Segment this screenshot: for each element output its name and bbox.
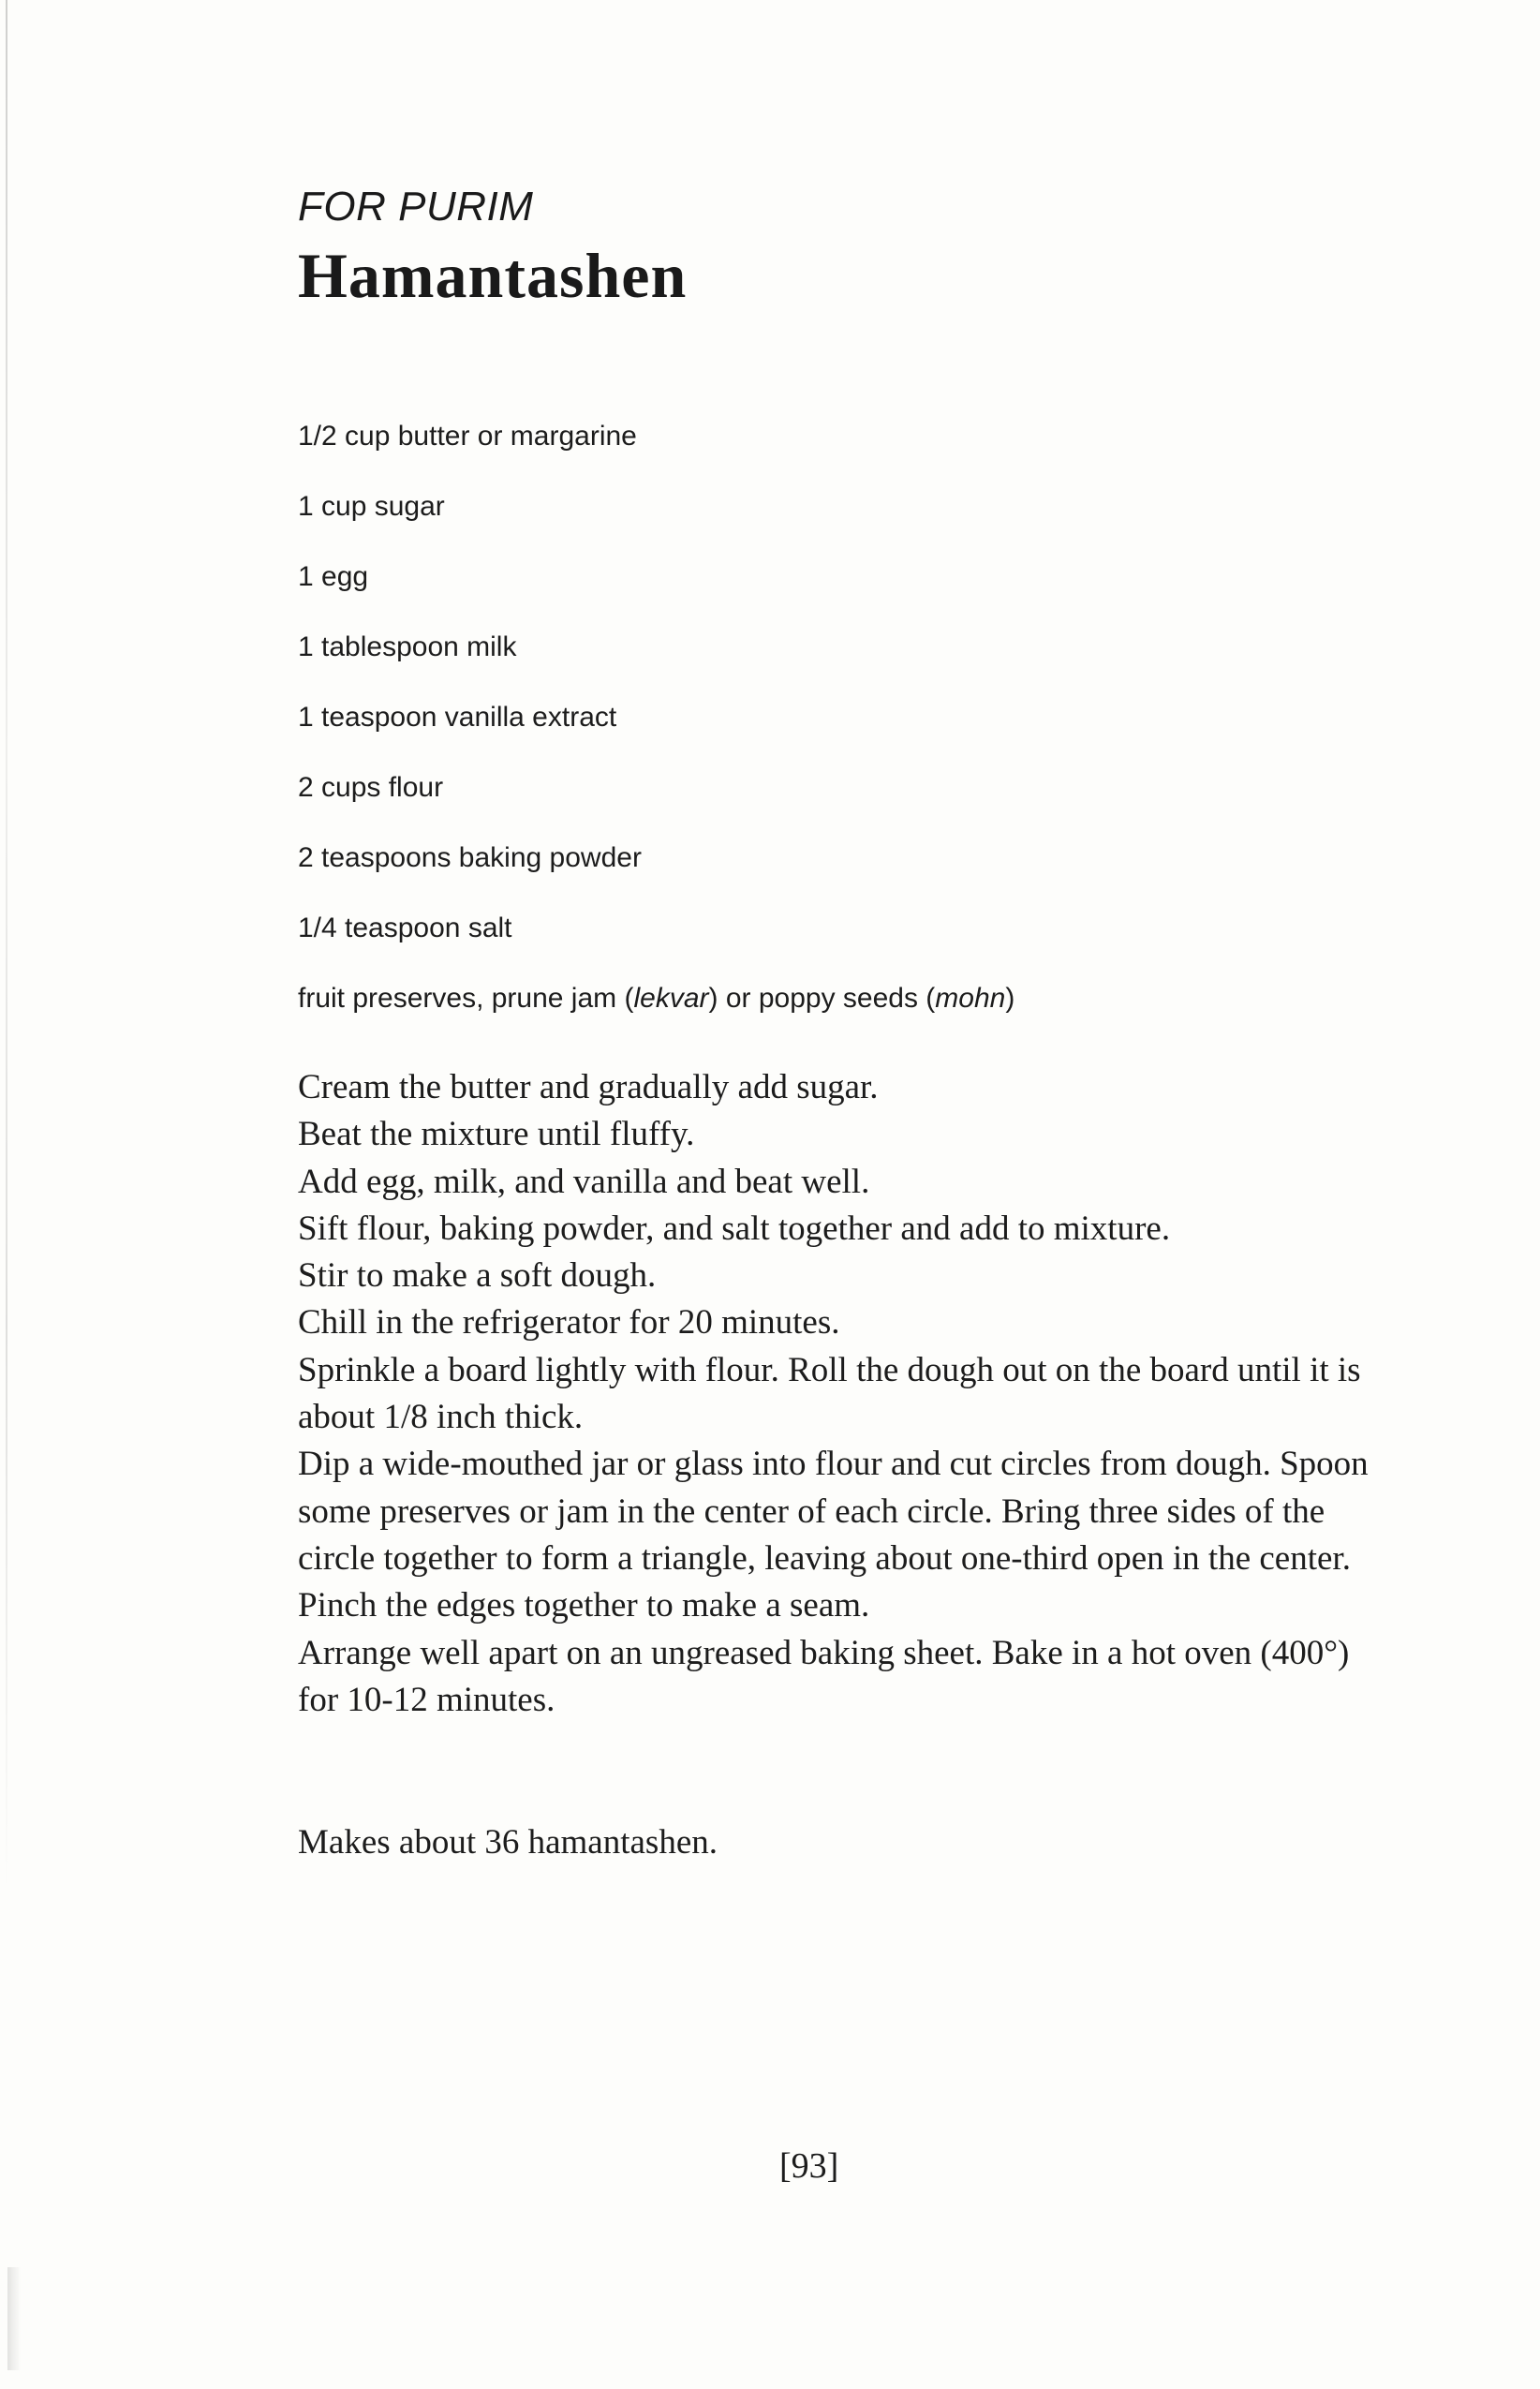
instruction-step: Sprinkle a board lightly with flour. Roll the dough out on the board until it is about 1/8 inch thick. xyxy=(298,1350,1361,1437)
filling-text: ) or poppy seeds ( xyxy=(708,983,936,1014)
ingredient-item: 1 egg xyxy=(298,561,369,592)
ingredient-list xyxy=(298,418,1014,1050)
scan-corner-shadow xyxy=(7,2267,21,2370)
ingredient-item: 1/2 cup butter or margarine xyxy=(298,421,637,452)
instruction-step: Cream the butter and gradually add sugar. xyxy=(298,1068,879,1106)
filling-text: fruit preserves, prune jam ( xyxy=(298,983,634,1014)
page-number: [93] xyxy=(779,2146,839,2186)
ingredient-item: 1 teaspoon vanilla extract xyxy=(298,702,617,733)
ingredient-item: 1 tablespoon milk xyxy=(298,631,517,662)
ingredient-item: 1/4 teaspoon salt xyxy=(298,913,512,943)
filling-mohn: mohn xyxy=(935,983,1006,1014)
instruction-step: Arrange well apart on an ungreased baking sheet. Bake in a hot oven (400°) for 10-12 minutes. xyxy=(298,1633,1350,1719)
recipe-title: Hamantashen xyxy=(298,240,688,311)
ingredient-item-filling xyxy=(298,980,1014,1050)
scan-binding-edge xyxy=(6,0,7,1892)
recipe-yield: Makes about 36 hamantashen. xyxy=(298,1823,718,1862)
instruction-step: Stir to make a soft dough. xyxy=(298,1256,657,1296)
ingredient-item: 1 cup sugar xyxy=(298,491,445,522)
ingredient-item: 2 cups flour xyxy=(298,772,444,803)
instruction-step: Chill in the refrigerator for 20 minutes. xyxy=(298,1303,840,1343)
ingredient-item: 2 teaspoons baking powder xyxy=(298,842,642,873)
instruction-step: Beat the mixture until fluffy. xyxy=(298,1115,695,1154)
section-kicker: FOR PURIM xyxy=(298,184,534,230)
instruction-step: Dip a wide-mouthed jar or glass into flour and cut circles from dough. Spoon some preserves or jam in the center of each circle. Bring three sides of the circle together to form a triangle, leaving about one-third open in the center. Pinch the edges together to make a seam. xyxy=(298,1445,1369,1625)
instruction-step: Add egg, milk, and vanilla and beat well. xyxy=(298,1162,870,1201)
filling-text: ) xyxy=(1005,983,1015,1014)
filling-lekvar: lekvar xyxy=(633,983,709,1014)
instruction-list xyxy=(298,1064,1375,1724)
instruction-step: Sift flour, baking powder, and salt together and add to mixture. xyxy=(298,1209,1171,1248)
